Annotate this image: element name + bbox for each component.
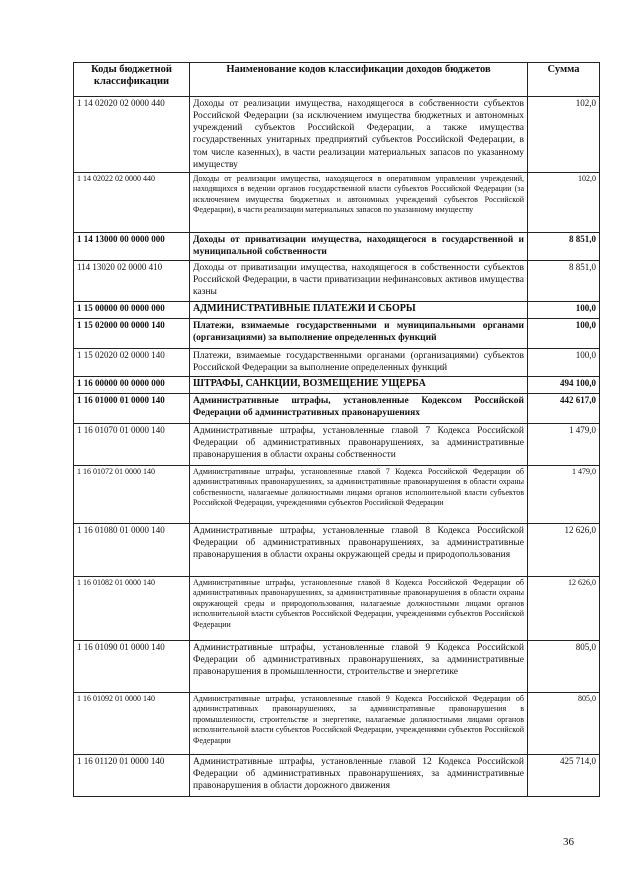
header-name: Наименование кодов классификации доходов бюджетов <box>190 63 528 97</box>
row-name: Административные штрафы, установленные главой 9 Кодекса Российской Федерации об административных правонарушениях, за административные правонарушения в промышленности, строительстве и энергетике, налагаемые должностными лицами органов исполнительной власти субъектов Российской Федерации, учреждениями субъектов Российской Федерации <box>190 693 528 755</box>
row-sum: 494 100,0 <box>528 377 600 394</box>
table-row <box>74 424 600 466</box>
row-code: 1 16 01090 01 0000 140 <box>74 641 190 693</box>
row-code: 1 14 02020 02 0000 440 <box>74 97 190 173</box>
row-code: 1 16 00000 00 0000 000 <box>74 377 190 394</box>
row-code: 1 16 01120 01 0000 140 <box>74 755 190 797</box>
row-sum: 8 851,0 <box>528 233 600 261</box>
row-name: Доходы от приватизации имущества, находящегося в государственной и муниципальной собственности <box>190 233 528 261</box>
row-sum: 805,0 <box>528 693 600 755</box>
row-name: Административные штрафы, установленные Кодексом Российской Федерации об административных правонарушениях <box>190 394 528 424</box>
table-row <box>74 319 600 349</box>
row-code: 1 16 01072 01 0000 140 <box>74 466 190 524</box>
table-row <box>74 349 600 377</box>
row-code: 1 15 02000 00 0000 140 <box>74 319 190 349</box>
table-header-row <box>74 63 600 97</box>
row-code: 1 15 02020 02 0000 140 <box>74 349 190 377</box>
row-name: Административные штрафы, установленные главой 8 Кодекса Российской Федерации об административных правонарушениях, за административные правонарушения в области охраны окружающей среды и природопользования, налагаемые должностными лицами органов исполнительной власти субъектов Российской Федерации, учреждениями субъектов Российской Федерации <box>190 577 528 641</box>
row-code: 114 13020 02 0000 410 <box>74 261 190 302</box>
row-code: 1 14 02022 02 0000 440 <box>74 173 190 233</box>
row-name: Доходы от реализации имущества, находящегося в оперативном управлении учреждений, находящихся в ведении органов государственной власти субъектов Российской Федерации (за исключением имущества бюджетных и автономных учреждений субъектов Российской Федерации), в части реализации материальных запасов по указанному имуществу <box>190 173 528 233</box>
row-sum: 8 851,0 <box>528 261 600 302</box>
row-name: Доходы от приватизации имущества, находящегося в собственности субъектов Российской Федерации, в части приватизации нефинансовых активов имущества казны <box>190 261 528 302</box>
table-row <box>74 693 600 755</box>
row-name: Платежи, взимаемые государственными органами (организациями) субъектов Российской Федерации за выполнение определенных функций <box>190 349 528 377</box>
row-code: 1 15 00000 00 0000 000 <box>74 302 190 319</box>
table-row <box>74 466 600 524</box>
row-sum: 442 617,0 <box>528 394 600 424</box>
table-row <box>74 377 600 394</box>
table-row <box>74 233 600 261</box>
row-name: Доходы от реализации имущества, находящегося в собственности субъектов Российской Федерации (за исключением имущества бюджетных и автономных учреждений субъектов Российской Федерации, а также имущества государственных унитарных предприятий субъектов Российской Федерации, в том числе казенных), в части реализации материальных запасов по указанному имуществу <box>190 97 528 173</box>
row-name: ШТРАФЫ, САНКЦИИ, ВОЗМЕЩЕНИЕ УЩЕРБА <box>190 377 528 394</box>
table-row <box>74 524 600 577</box>
header-code: Коды бюджетной классификации <box>74 63 190 97</box>
row-sum: 12 626,0 <box>528 577 600 641</box>
row-code: 1 16 01082 01 0000 140 <box>74 577 190 641</box>
table-row <box>74 577 600 641</box>
row-name: Административные штрафы, установленные главой 8 Кодекса Российской Федерации об административных правонарушениях, за административные правонарушения в области охраны окружающей среды и природопользования <box>190 524 528 577</box>
row-name: Административные штрафы, установленные главой 7 Кодекса Российской Федерации об административных правонарушениях, за административные правонарушения в области охраны собственности <box>190 424 528 466</box>
page-number: 36 <box>563 836 574 848</box>
table-row <box>74 302 600 319</box>
row-sum: 805,0 <box>528 641 600 693</box>
row-name: Платежи, взимаемые государственными и муниципальными органами (организациями) за выполнение определенных функций <box>190 319 528 349</box>
row-sum: 1 479,0 <box>528 466 600 524</box>
row-name: АДМИНИСТРАТИВНЫЕ ПЛАТЕЖИ И СБОРЫ <box>190 302 528 319</box>
table-row <box>74 394 600 424</box>
row-name: Административные штрафы, установленные главой 12 Кодекса Российской Федерации об административных правонарушениях, за административные правонарушения в области дорожного движения <box>190 755 528 797</box>
table-row <box>74 97 600 173</box>
row-name: Административные штрафы, установленные главой 7 Кодекса Российской Федерации об административных правонарушениях, за административные правонарушения в области охраны собственности, налагаемые должностными лицами органов исполнительной власти субъектов Российской Федерации, учреждениями субъектов Российской Федерации <box>190 466 528 524</box>
table-row <box>74 641 600 693</box>
row-code: 1 16 01000 01 0000 140 <box>74 394 190 424</box>
row-sum: 102,0 <box>528 173 600 233</box>
row-sum: 1 479,0 <box>528 424 600 466</box>
row-sum: 100,0 <box>528 319 600 349</box>
header-sum: Сумма <box>528 63 600 97</box>
row-code: 1 16 01080 01 0000 140 <box>74 524 190 577</box>
table-row <box>74 261 600 302</box>
row-sum: 425 714,0 <box>528 755 600 797</box>
budget-revenue-table <box>73 62 600 797</box>
row-sum: 100,0 <box>528 349 600 377</box>
row-code: 1 16 01070 01 0000 140 <box>74 424 190 466</box>
row-sum: 100,0 <box>528 302 600 319</box>
row-sum: 102,0 <box>528 97 600 173</box>
table-row <box>74 173 600 233</box>
row-name: Административные штрафы, установленные главой 9 Кодекса Российской Федерации об административных правонарушениях, за административные правонарушения в промышленности, строительстве и энергетике <box>190 641 528 693</box>
row-code: 1 14 13000 00 0000 000 <box>74 233 190 261</box>
row-sum: 12 626,0 <box>528 524 600 577</box>
table-row <box>74 755 600 797</box>
row-code: 1 16 01092 01 0000 140 <box>74 693 190 755</box>
